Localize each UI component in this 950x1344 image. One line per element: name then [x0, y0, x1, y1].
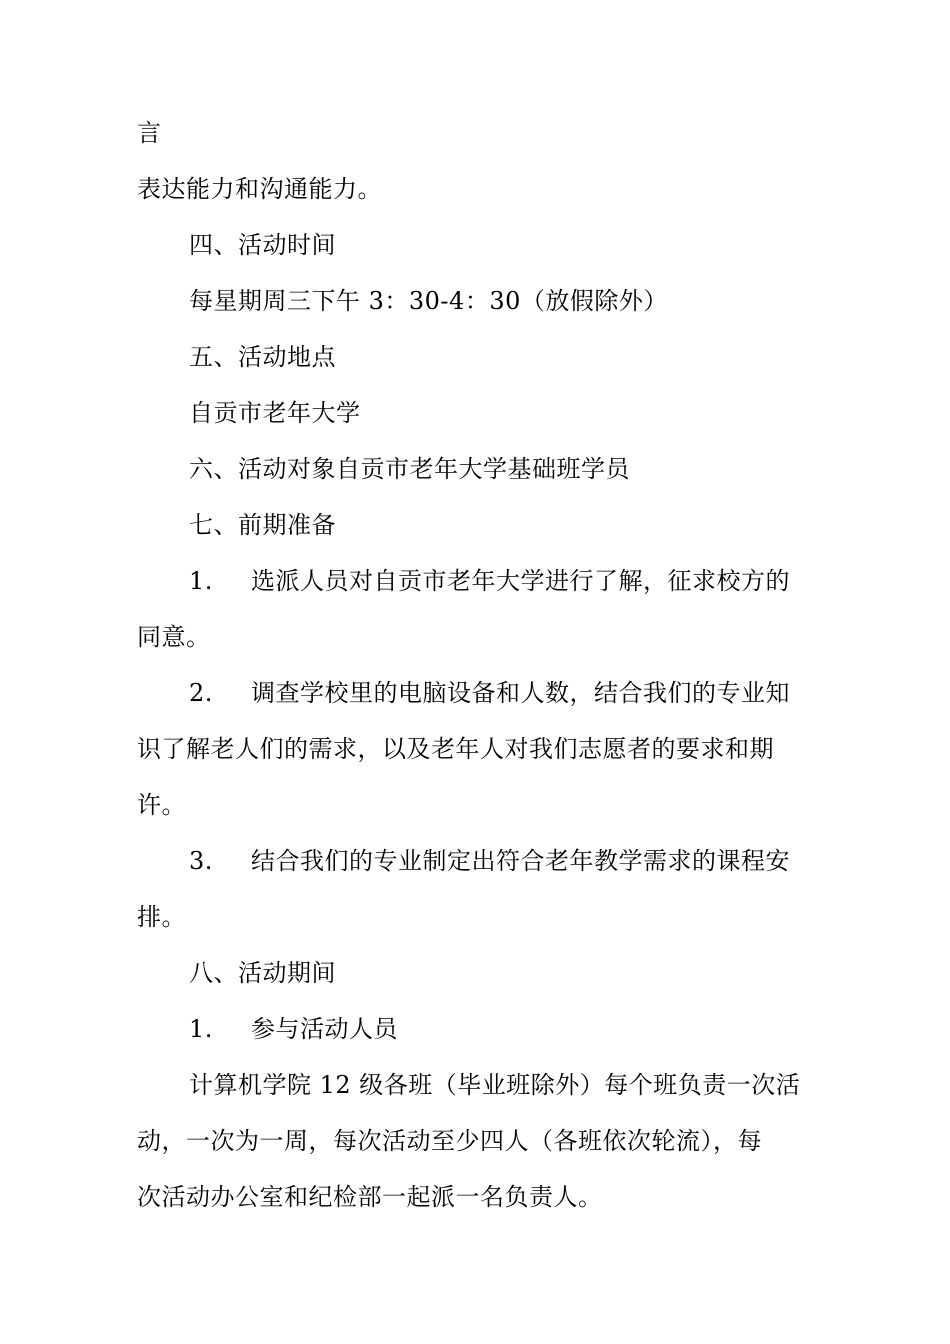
text-line: 自贡市老年大学: [189, 399, 361, 427]
list-item: [189, 1014, 398, 1044]
text-line: 表达能力和沟通能力。: [137, 175, 382, 203]
section-heading: 六、活动对象自贡市老年大学基础班学员: [189, 455, 630, 483]
list-text: 结合我们的专业制定出符合老年教学需求的课程安: [251, 847, 790, 875]
list-number: 2.: [189, 679, 213, 707]
section-heading: 五、活动地点: [189, 343, 336, 371]
text-line: 排。: [137, 903, 186, 931]
list-item: [189, 566, 790, 596]
list-item: [189, 846, 790, 876]
list-text: 参与活动人员: [251, 1015, 398, 1043]
text-line: 同意。: [137, 623, 211, 651]
section-heading: 四、活动时间: [189, 231, 336, 259]
text-line: 计算机学院 12 级各班（毕业班除外）每个班负责一次活: [189, 1071, 801, 1099]
section-heading: 七、前期准备: [189, 511, 336, 539]
section-heading: 八、活动期间: [189, 959, 336, 987]
text-line: 言: [137, 119, 162, 147]
list-number: 1.: [189, 567, 213, 595]
list-text: 调查学校里的电脑设备和人数，结合我们的专业知: [251, 679, 790, 707]
list-number: 3.: [189, 847, 213, 875]
list-number: 1.: [189, 1015, 213, 1043]
list-text: 选派人员对自贡市老年大学进行了解，征求校方的: [251, 567, 790, 595]
text-line: 动，一次为一周，每次活动至少四人（各班依次轮流），每: [137, 1127, 762, 1155]
list-item: [189, 678, 790, 708]
text-line: 次活动办公室和纪检部一起派一名负责人。: [137, 1183, 603, 1211]
text-line: 许。: [137, 791, 186, 819]
text-line: 识了解老人们的需求，以及老年人对我们志愿者的要求和期: [137, 735, 774, 763]
text-line: 每星期周三下午 3：30-4：30（放假除外）: [189, 287, 668, 315]
